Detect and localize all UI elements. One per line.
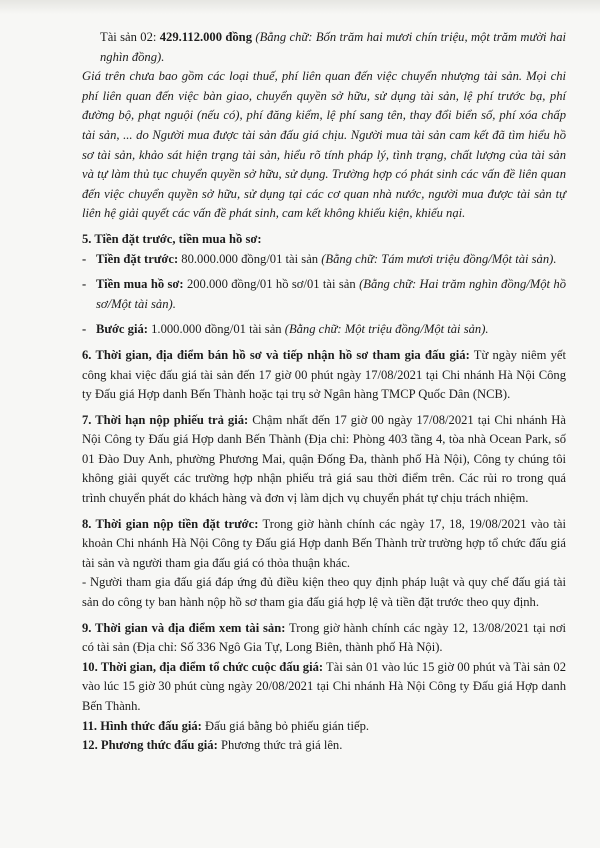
bullet-dash: - bbox=[82, 322, 87, 337]
section-6-heading: 6. Thời gian, địa điểm bán hồ sơ và tiếp nhận hồ sơ tham gia đấu giá: bbox=[82, 347, 470, 362]
section-10-heading: 10. Thời gian, địa điểm tổ chức cuộc đấu giá: bbox=[82, 659, 324, 674]
dossier-words: (Bằng chữ: Hai trăm nghìn đồng/Một hồ sơ/Một tài sản). bbox=[96, 277, 566, 311]
deposit-value: 80.000.000 đồng/01 tài sản bbox=[178, 251, 322, 266]
section-12-body: Phương thức trả giá lên. bbox=[217, 738, 343, 753]
price-note: Giá trên chưa bao gồm các loại thuế, phí liên quan đến việc chuyển nhượng tài sản. Mọi chi phí liên quan đến việc bàn giao, chuyển quyền sở hữu, sử dụng tài sản, lệ phí trước bạ, phí đường bộ, phạt nguội (nếu có), phí đăng kiểm, lệ phí sang tên, thay đổi biển số, phí xóa chấp tài sản, ... do Người mua được tài sản đấu giá chịu. Người mua tài sản cam kết đã tìm hiểu hồ sơ tài sản, khảo sát hiện trạng tài sản, hiểu rõ tính pháp lý, tình trạng, chất lượng của tài sản và tự làm thủ tục chuyển quyền sở hữu, sử dụng. Trường hợp có phát sinh các vấn đề liên quan đến việc chuyển quyền sở hữu, sử dụng tại các cơ quan nhà nước, người mua được tài sản tự liên hệ giải quyết các vấn đề phát sinh, cam kết không khiếu kiện, khiếu nại. bbox=[82, 69, 566, 221]
dossier-label: Tiền mua hồ sơ: bbox=[96, 277, 184, 292]
section-9-body: Trong giờ hành chính các ngày 12, 13/08/2021 tại nơi có tài sản (Địa chỉ: Số 336 Ngô Gia Tự, Long Biên, thành phố Hà Nội). bbox=[82, 620, 566, 655]
deposit-line bbox=[82, 250, 566, 270]
section-7 bbox=[82, 411, 566, 509]
section-6 bbox=[82, 346, 566, 405]
bullet-dash: - bbox=[82, 277, 87, 292]
section-9 bbox=[82, 619, 566, 658]
asset2-label: Tài sản 02: bbox=[100, 30, 160, 44]
section-11-heading: 11. Hình thức đấu giá: bbox=[82, 718, 202, 733]
dossier-line bbox=[82, 275, 566, 314]
deposit-label: Tiền đặt trước: bbox=[96, 251, 179, 266]
deposit-words: (Bằng chữ: Tám mươi triệu đồng/Một tài sản). bbox=[321, 251, 557, 266]
step-label: Bước giá: bbox=[96, 322, 148, 337]
section-12 bbox=[82, 736, 566, 756]
section-7-body: Chậm nhất đến 17 giờ 00 ngày 17/08/2021 tại Chi nhánh Hà Nội Công ty Đấu giá Hợp danh Bến Thành (Địa chỉ: Phòng 403 tầng 4, tòa nhà Ocean Park, số 01 Đào Duy Anh, phường Phương Mai, quận Đống Đa, thành phố Hà Nội), Công ty chúng tôi không giải quyết các trường hợp nhận phiếu trả giá sau thời điểm trên. Các rủi ro trong quá trình chuyển phát do khách hàng và đơn vị làm dịch vụ chuyển phát tự chịu trách nhiệm. bbox=[82, 412, 566, 506]
section-10 bbox=[82, 658, 566, 717]
section-5-heading: 5. Tiền đặt trước, tiền mua hồ sơ: bbox=[82, 231, 262, 246]
step-value: 1.000.000 đồng/01 tài sản bbox=[147, 322, 285, 337]
dossier-value: 200.000 đồng/01 hồ sơ/01 tài sản bbox=[183, 277, 360, 292]
section-10-body: Tài sản 01 vào lúc 15 giờ 00 phút và Tài sản 02 vào lúc 15 giờ 30 phút cùng ngày 20/08/2021 tại Chi nhánh Hà Nội Công ty Đấu giá Hợp danh Bến Thành. bbox=[82, 659, 566, 713]
section-8-heading: 8. Thời gian nộp tiền đặt trước: bbox=[82, 516, 259, 531]
asset2-value: 429.112.000 đồng bbox=[159, 30, 252, 44]
step-words: (Bằng chữ: Một triệu đồng/Một tài sản). bbox=[284, 322, 489, 337]
section-8-note: - Người tham gia đấu giá đáp ứng đủ điều kiện theo quy định pháp luật và quy chế đấu giá tài sản do công ty ban hành nộp hồ sơ tham gia đấu giá hợp lệ và tiền đặt trước theo quy định. bbox=[82, 575, 566, 610]
section-6-body: Từ ngày niêm yết công khai việc đấu giá tài sản đến 17 giờ 00 phút ngày 17/08/2021 tại Chi nhánh Hà Nội Công ty Đấu giá Hợp danh Bến Thành hoặc tại trụ sở Ngân hàng TMCP Quốc Dân (NCB). bbox=[82, 347, 566, 402]
section-8 bbox=[82, 515, 566, 574]
section-9-heading: 9. Thời gian và địa điểm xem tài sản: bbox=[82, 620, 286, 635]
section-12-heading: 12. Phương thức đấu giá: bbox=[82, 738, 218, 753]
step-line bbox=[82, 320, 566, 340]
section-11 bbox=[82, 717, 566, 737]
section-7-heading: 7. Thời hạn nộp phiếu trả giá: bbox=[82, 412, 249, 427]
scan-top-edge bbox=[0, 0, 600, 14]
asset2-line bbox=[82, 28, 566, 67]
bullet-dash: - bbox=[82, 251, 87, 266]
asset2-words: (Bằng chữ: Bốn trăm hai mươi chín triệu, một trăm mười hai nghìn đồng). bbox=[100, 30, 567, 64]
section-8-body: Trong giờ hành chính các ngày 17, 18, 19/08/2021 vào tài khoản Chi nhánh Hà Nội Công ty Đấu giá Hợp danh Bến Thành trừ trường hợp tổ chức đấu giá tài sản và người tham gia đấu giá có thỏa thuận khác. bbox=[82, 516, 566, 570]
section-11-body: Đấu giá bằng bỏ phiếu gián tiếp. bbox=[201, 718, 370, 733]
